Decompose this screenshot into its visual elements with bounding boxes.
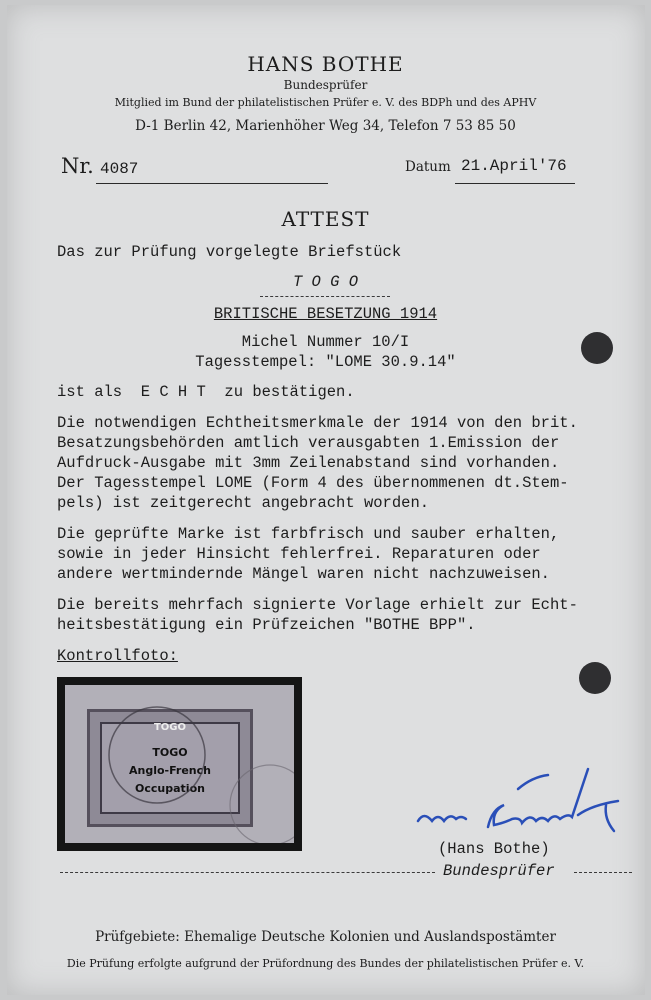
signer-role: Bundesprüfer (443, 862, 555, 880)
stamp-on-piece (65, 685, 294, 843)
examination-areas: Prüfgebiete: Ehemalige Deutsche Kolonien und Auslandspostämter (95, 929, 556, 945)
para2-line2: sowie in jeder Hinsicht fehlerfrei. Reparaturen oder (57, 545, 541, 563)
nr-label: Nr. (61, 154, 94, 178)
para1-line5: pels) ist zeitgerecht angebracht worden. (57, 494, 430, 512)
datum-underline (455, 183, 575, 184)
issue-line: BRITISCHE BESETZUNG 1914 (213, 305, 438, 323)
michel-line: Michel Nummer 10/I (241, 333, 410, 351)
control-photo (57, 677, 302, 851)
overprint-line2: Anglo-French (129, 764, 211, 777)
examination-note: Die Prüfung erfolgte aufgrund der Prüfordnung des Bundes der philatelistischen Prüfer e. V. (66, 957, 585, 970)
overprint-line1: TOGO (152, 746, 188, 759)
address-line: D-1 Berlin 42, Marienhöher Weg 34, Telefon 7 53 85 50 (135, 118, 516, 134)
overprint-line3: Occupation (135, 782, 205, 795)
para1-line3: Aufdruck-Ausgabe mit 3mm Zeilenabstand sind vorhanden. (57, 454, 560, 472)
signature-dash-right (574, 872, 632, 873)
membership-line: Mitglied im Bund der philatelistischen Prüfer e. V. des BDPh und des APHV (114, 96, 537, 109)
photo-label: Kontrollfoto: (57, 647, 178, 665)
stamp-top-text: TOGO (153, 722, 187, 733)
cancel-line: Tagesstempel: "LOME 30.9.14" (195, 353, 456, 371)
para2-line3: andere wertmindernde Mängel waren nicht nachzuweisen. (57, 565, 550, 583)
para3-line1: Die bereits mehrfach signierte Vorlage erhielt zur Echt- (57, 596, 578, 614)
para3-line2: heitsbestätigung ein Prüfzeichen "BOTHE BPP". (57, 616, 476, 634)
signature-icon (410, 765, 640, 845)
examiner-name: HANS BOTHE (247, 52, 404, 76)
examiner-role: Bundesprüfer (283, 78, 368, 92)
intro-line: Das zur Prüfung vorgelegte Briefstück (57, 243, 402, 261)
country-dash (260, 296, 390, 297)
country-line: T O G O (292, 273, 359, 291)
confirm-line: ist als E C H T zu bestätigen. (57, 383, 355, 401)
datum-label: Datum (405, 159, 451, 175)
signature-dash-left (60, 872, 435, 873)
certificate-date: 21.April'76 (461, 157, 567, 175)
para2-line1: Die geprüfte Marke ist farbfrisch und sauber erhalten, (57, 525, 560, 543)
certificate-number: 4087 (100, 160, 139, 178)
nr-underline (96, 183, 328, 184)
para1-line2: Besatzungsbehörden amtlich verausgabten 1.Emission der (57, 434, 560, 452)
punch-hole-bottom (579, 662, 611, 694)
postmark-marks (65, 685, 294, 843)
para1-line1: Die notwendigen Echtheitsmerkmale der 1914 von den brit. (57, 414, 578, 432)
para1-line4: Der Tagesstempel LOME (Form 4 des übernommenen dt.Stem- (57, 474, 569, 492)
certificate-title: ATTEST (281, 207, 370, 231)
signer-name: (Hans Bothe) (438, 840, 550, 858)
